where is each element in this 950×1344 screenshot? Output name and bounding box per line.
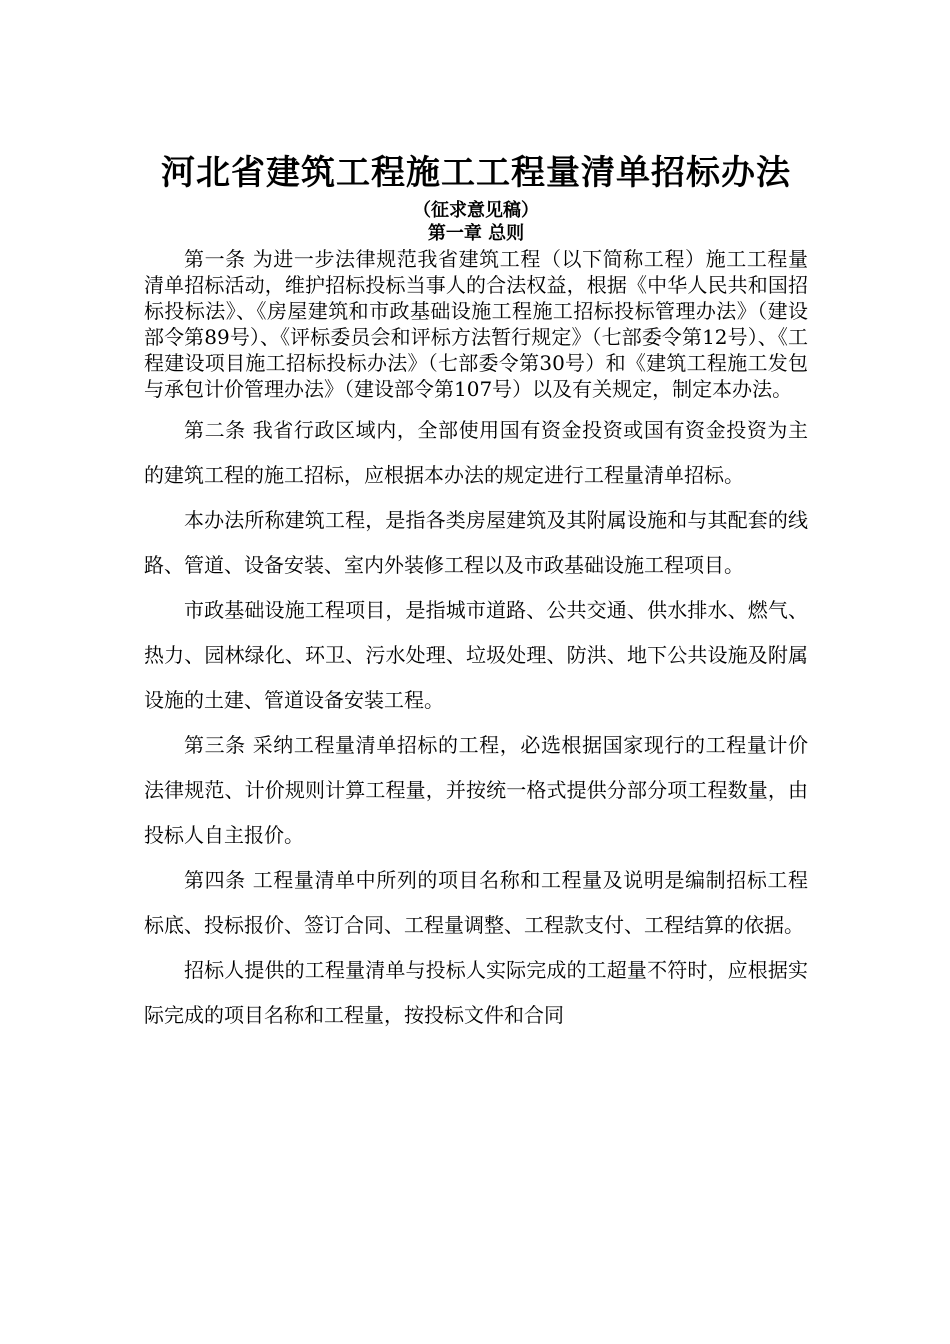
article-3-paragraph: 第三条 采纳工程量清单招标的工程，必选根据国家现行的工程量计价法律规范、计价规则计算工程量，并按统一格式提供分部分项工程数量，由投标人自主报价。	[144, 733, 808, 847]
article-1-paragraph: 第一条 为进一步法律规范我省建筑工程（以下简称工程）施工工程量清单招标活动，维护招标投标当事人的合法权益，根据《中华人民共和国招标投标法》、《房屋建筑和市政基础设施工程施工招标投标管理办法》（建设部令第89号）、《评标委员会和评标方法暂行规定》（七部委令第12号）、《工程建设项目施工招标投标办法》（七部委令第30号）和《建筑工程施工发包与承包计价管理办法》（建设部令第107号）以及有关规定，制定本办法。	[144, 247, 808, 401]
document-subtitle: （征求意见稿）	[413, 200, 539, 221]
document-title: 河北省建筑工程施工工程量清单招标办法	[161, 153, 791, 193]
document-page	[144, 150, 808, 1038]
article-4-paragraph: 第四条 工程量清单中所列的项目名称和工程量及说明是编制招标工程标底、投标报价、签订合同、工程量调整、工程款支付、工程结算的依据。	[144, 868, 808, 937]
building-definition-paragraph: 本办法所称建筑工程，是指各类房屋建筑及其附属设施和与其配套的线路、管道、设备安装、室内外装修工程以及市政基础设施工程项目。	[144, 508, 808, 577]
article-2-paragraph: 第二条 我省行政区域内，全部使用国有资金投资或国有资金投资为主的建筑工程的施工招标，应根据本办法的规定进行工程量清单招标。	[144, 418, 808, 487]
municipal-definition-paragraph: 市政基础设施工程项目，是指城市道路、公共交通、供水排水、燃气、热力、园林绿化、环卫、污水处理、垃圾处理、防洪、地下公共设施及附属设施的土建、管道设备安装工程。	[144, 598, 808, 712]
bill-discrepancy-paragraph: 招标人提供的工程量清单与投标人实际完成的工超量不符时，应根据实际完成的项目名称和工程量，按投标文件和合同	[144, 958, 808, 1027]
chapter-heading: 第一章 总则	[427, 223, 525, 244]
